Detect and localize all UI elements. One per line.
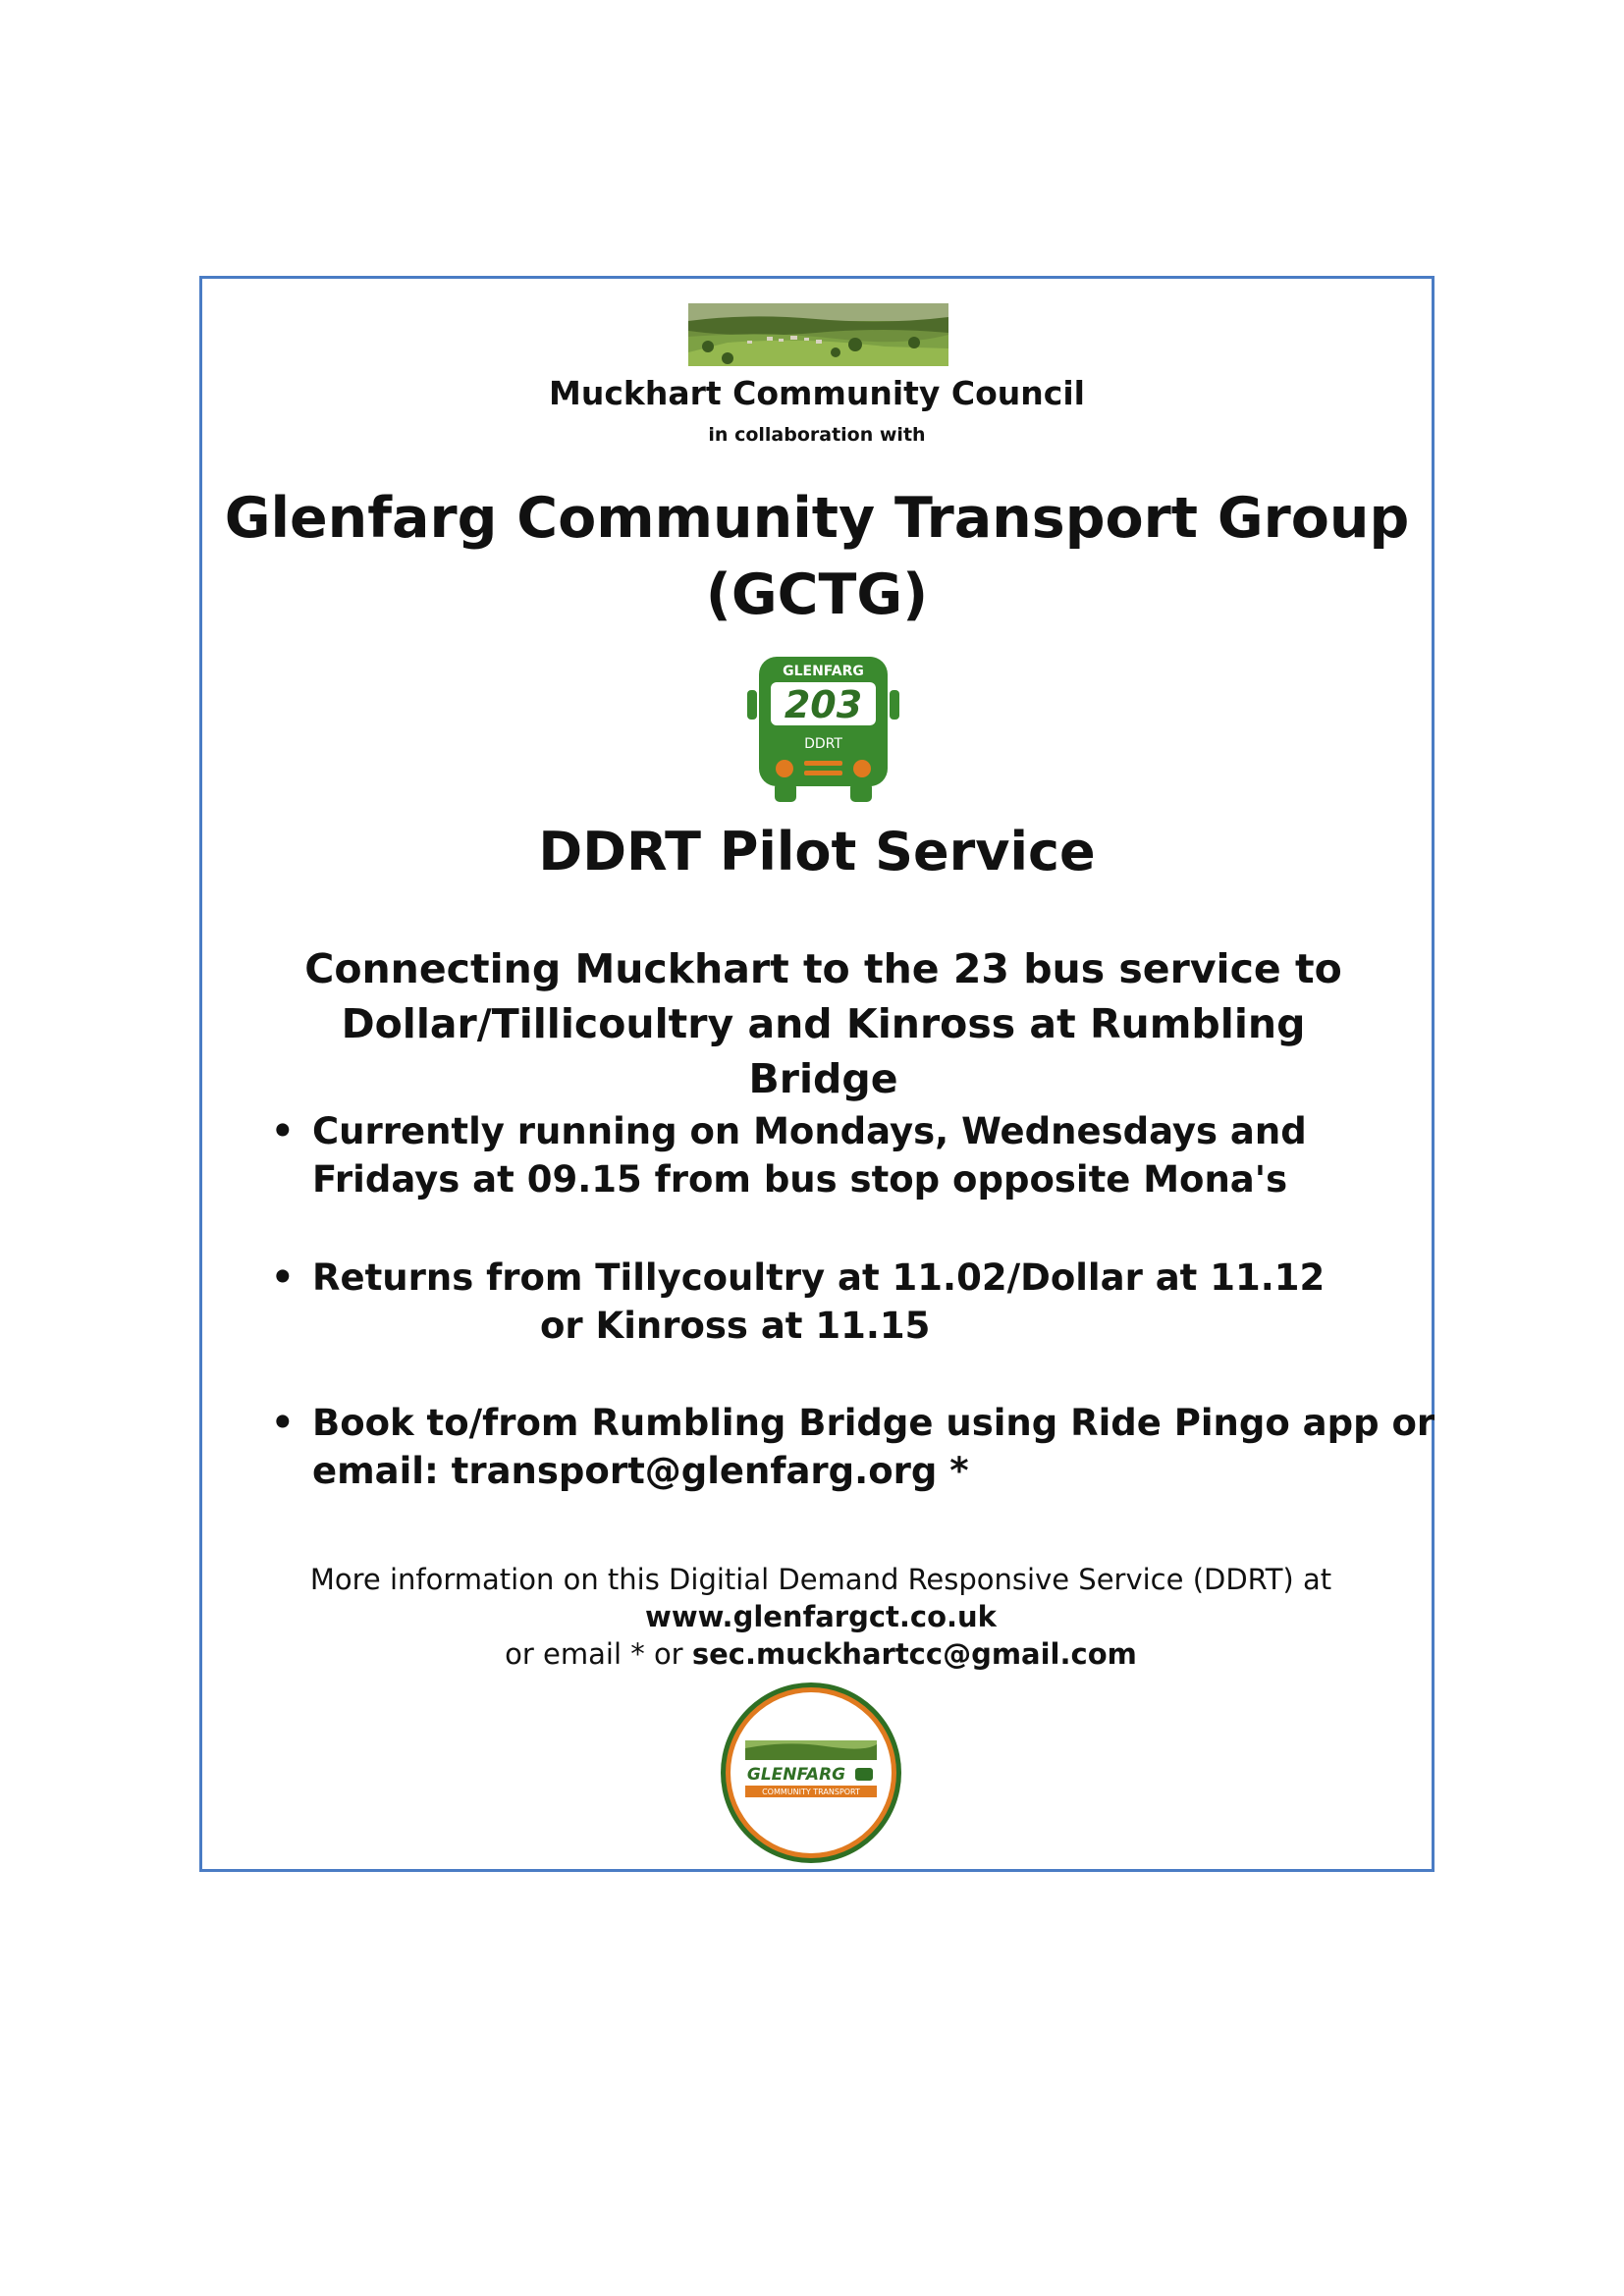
- connecting-line3: Bridge: [748, 1055, 898, 1102]
- council-name: Muckhart Community Council: [549, 374, 1085, 412]
- more-info-email-prefix: or email * or: [505, 1637, 692, 1671]
- more-info: [281, 1561, 1361, 1673]
- more-info-line1: More information on this Digitial Demand Responsive Service (DDRT) at: [309, 1563, 1332, 1596]
- service-title: DDRT Pilot Service: [538, 821, 1096, 882]
- glenfarg-community-transport-logo: [718, 1680, 904, 1866]
- connecting-description: [296, 941, 1351, 1106]
- bus-icon: [747, 657, 899, 802]
- bus-icon-top-text: GLENFARG: [783, 664, 864, 679]
- bullet-schedule-line1: Currently running on Mondays, Wednesdays and: [312, 1110, 1307, 1152]
- email-link[interactable]: sec.muckhartcc@gmail.com: [691, 1637, 1137, 1671]
- connecting-line1: Connecting Muckhart to the 23 bus service to: [304, 945, 1342, 992]
- bullet-schedule-line2: Fridays at 09.15 from bus stop opposite Mona's: [312, 1158, 1288, 1201]
- connecting-line2: Dollar/Tillicoultry and Kinross at Rumbling: [341, 1000, 1306, 1047]
- bullet-booking-line1: Book to/from Rumbling Bridge using Ride Pingo app or: [312, 1402, 1435, 1444]
- bullet-returns-line1: Returns from Tillycoultry at 11.02/Dollar at 11.12: [312, 1256, 1326, 1299]
- logo-subtitle: COMMUNITY TRANSPORT: [762, 1788, 860, 1796]
- poster-frame: [199, 276, 1435, 1872]
- bus-icon-bottom-text: DDRT: [804, 736, 842, 752]
- bullet-dot-icon: •: [271, 1110, 295, 1152]
- group-title-line1: Glenfarg Community Transport Group: [224, 486, 1410, 551]
- group-title: [202, 480, 1432, 633]
- bullet-dot-icon: •: [271, 1402, 295, 1444]
- group-title-line2: (GCTG): [705, 562, 929, 627]
- bullet-returns-line2: or Kinross at 11.15: [540, 1305, 931, 1347]
- landscape-photo: [688, 303, 948, 366]
- website-link[interactable]: www.glenfargct.co.uk: [645, 1600, 997, 1633]
- bus-icon-number: 203: [784, 683, 863, 726]
- bullet-dot-icon: •: [271, 1256, 295, 1299]
- collaboration-note: in collaboration with: [708, 424, 926, 446]
- logo-name: GLENFARG: [746, 1765, 846, 1785]
- bullet-booking-line2: email: transport@glenfarg.org *: [312, 1450, 969, 1492]
- more-info-line3: [281, 1635, 1361, 1673]
